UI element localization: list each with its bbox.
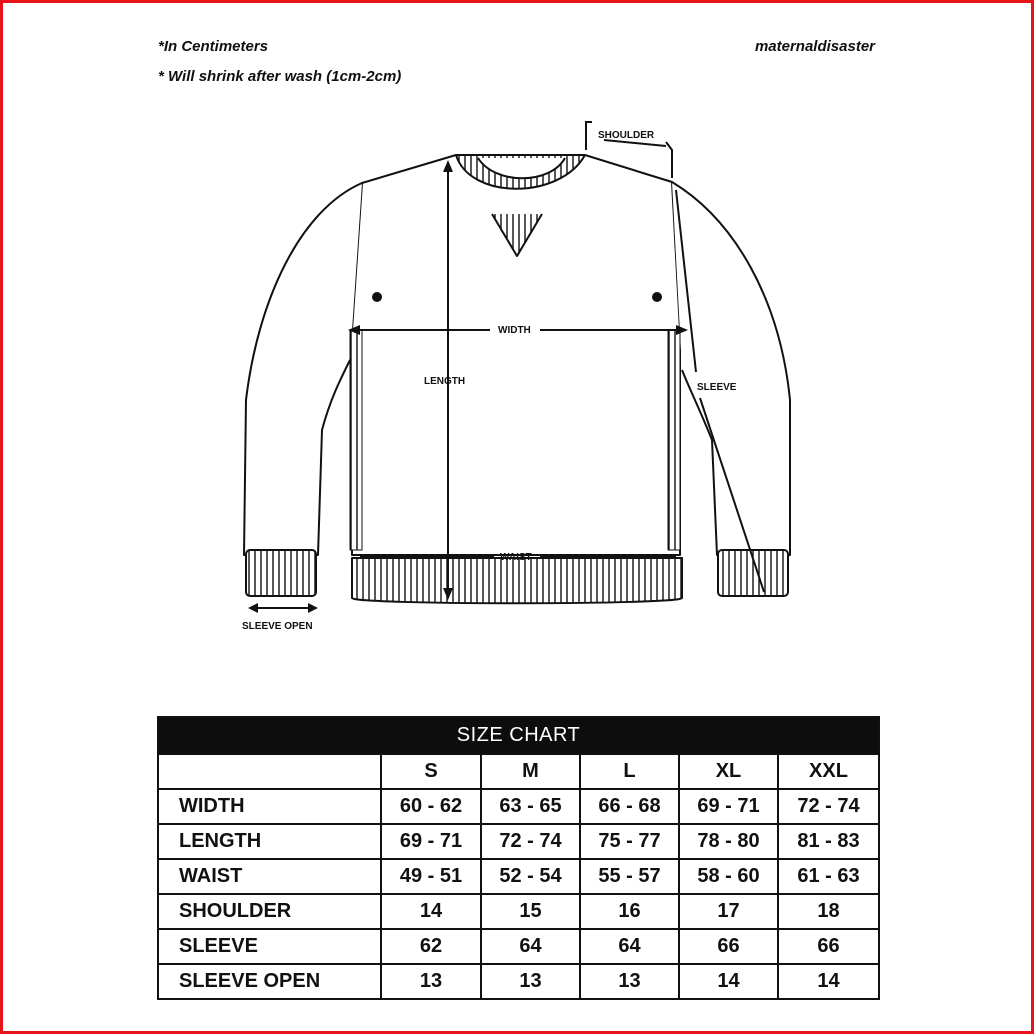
table-cell: 63 - 65 [481, 789, 580, 824]
size-header: M [481, 754, 580, 789]
size-header-row [158, 754, 879, 789]
table-cell: 14 [778, 964, 879, 999]
table-cell: 14 [679, 964, 778, 999]
size-header: XL [679, 754, 778, 789]
table-cell: 69 - 71 [679, 789, 778, 824]
table-cell: 13 [481, 964, 580, 999]
table-row [158, 964, 879, 999]
table-cell: 64 [481, 929, 580, 964]
shrink-note: * Will shrink after wash (1cm-2cm) [158, 68, 402, 85]
brand-name: maternaldisaster [754, 38, 875, 55]
table-cell: 15 [481, 894, 580, 929]
table-cell: 81 - 83 [778, 824, 879, 859]
waist-label: WAIST [500, 552, 532, 563]
sleeve-open-label: SLEEVE OPEN [242, 621, 313, 632]
size-header: S [381, 754, 481, 789]
table-cell: 66 [778, 929, 879, 964]
table-cell: 13 [580, 964, 679, 999]
table-cell: 69 - 71 [381, 824, 481, 859]
table-cell: 58 - 60 [679, 859, 778, 894]
size-chart-table [157, 716, 880, 1000]
row-label: LENGTH [158, 824, 381, 859]
table-cell: 66 - 68 [580, 789, 679, 824]
unit-note: *In Centimeters [158, 38, 269, 55]
shoulder-line-right [666, 142, 672, 178]
table-cell: 52 - 54 [481, 859, 580, 894]
row-label: SLEEVE [158, 929, 381, 964]
length-label: LENGTH [424, 376, 466, 387]
table-cell: 75 - 77 [580, 824, 679, 859]
table-cell: 60 - 62 [381, 789, 481, 824]
table-cell: 17 [679, 894, 778, 929]
table-row [158, 824, 879, 859]
table-cell: 13 [381, 964, 481, 999]
table-cell: 64 [580, 929, 679, 964]
width-label: WIDTH [498, 325, 531, 336]
sleeve-label: SLEEVE [697, 382, 737, 393]
left-cuff [246, 550, 316, 596]
size-header: XXL [778, 754, 879, 789]
table-row [158, 894, 879, 929]
table-row [158, 789, 879, 824]
table-cell: 72 - 74 [481, 824, 580, 859]
shoulder-line-left [586, 122, 592, 150]
shoulder-label: SHOULDER [598, 130, 655, 141]
sweater-diagram [236, 110, 806, 640]
table-cell: 49 - 51 [381, 859, 481, 894]
waistband [352, 558, 682, 603]
size-header: L [580, 754, 679, 789]
table-cell: 72 - 74 [778, 789, 879, 824]
table-cell: 66 [679, 929, 778, 964]
row-label: WAIST [158, 859, 381, 894]
size-chart-title: SIZE CHART [158, 717, 879, 754]
table-cell: 16 [580, 894, 679, 929]
table-row [158, 929, 879, 964]
table-cell: 18 [778, 894, 879, 929]
row-label: WIDTH [158, 789, 381, 824]
table-cell: 78 - 80 [679, 824, 778, 859]
row-label: SHOULDER [158, 894, 381, 929]
table-cell: 14 [381, 894, 481, 929]
table-cell: 61 - 63 [778, 859, 879, 894]
table-row [158, 859, 879, 894]
row-label: SLEEVE OPEN [158, 964, 381, 999]
corner-cell [158, 754, 381, 789]
left-sleeve [244, 183, 362, 555]
table-cell: 62 [381, 929, 481, 964]
table-cell: 55 - 57 [580, 859, 679, 894]
right-sleeve [672, 182, 790, 555]
